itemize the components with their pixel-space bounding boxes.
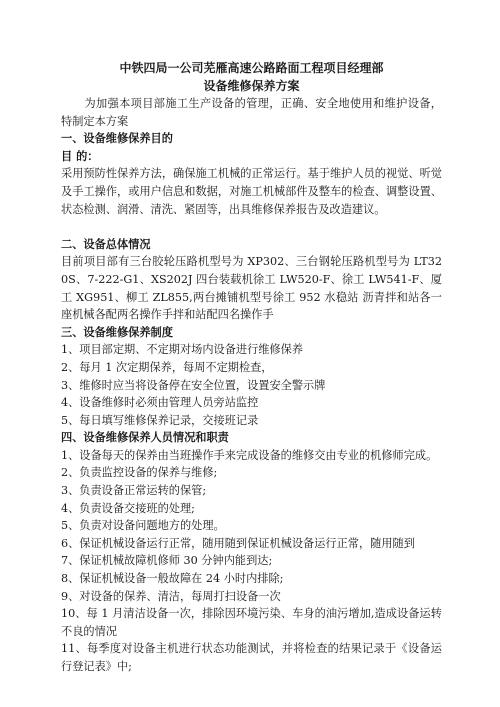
list-item: 1、项目部定期、不定期对场内设备进行维修保养	[61, 343, 304, 357]
section2-heading: 二、设备总体情况	[61, 236, 151, 251]
section1-subheading: 目 的：	[61, 148, 99, 163]
section4-list	[61, 447, 442, 676]
document-title: 中铁四局一公司芜雁高速公路路面工程项目经理部	[119, 61, 384, 75]
intro-paragraph: 为加强本项目部施工生产设备的管理，正确、安全地使用和维护设备，特制定本方案	[61, 97, 442, 128]
list-item: 11、每季度对设备主机进行状态功能测试，并将检查的结果记录于《设备运行登记表》中;	[61, 642, 442, 673]
list-item: 4、负责设备交接班的处理;	[61, 501, 195, 515]
list-item: 7、保证机械故障机修师 30 分钟内能到达;	[61, 554, 273, 568]
list-item: 3、维修时应当将设备停在安全位置，设置安全警示牌	[61, 378, 326, 392]
section1-heading: 一、设备维修保养目的	[61, 131, 173, 146]
section4-heading: 四、设备维修保养人员情况和职责	[61, 430, 229, 445]
list-item: 6、保证机械设备运行正常，随用随到保证机械设备运行正常，随用随到	[61, 536, 415, 550]
section2-body: 目前项目部有三台胶轮压路机型号为 XP302、三台钢轮压路机型号为 LT320S、7-222-G1、XS202J 四台装载机徐工 LW520-F、徐工 LW541-F、厦工 XG951、柳工 ZL855,两台摊铺机型号徐工 952 水稳站 沥青拌和站各一座机械各配两名操作手拌和站配四名操作手	[61, 255, 442, 322]
list-item: 3、负责设备正常运转的保管;	[61, 484, 207, 498]
document-subtitle: 设备维修保养方案	[203, 78, 300, 93]
list-item: 2、每月 1 次定期保养，每周不定期检查，	[61, 360, 273, 374]
list-item: 5、负责对设备问题地方的处理。	[61, 519, 225, 533]
section3-list	[61, 341, 442, 429]
list-item: 8、保证机械设备一般故障在 24 小时内排除;	[61, 572, 284, 586]
section1-body: 采用预防性保养方法，确保施工机械的正常运行。基于维护人员的视觉、听觉及手工操作，或用户信息和数据，对施工机械部件及整车的检查、调整设置、状态检测、润滑、清洗、紧固等，出具维修保养报告及改造建议。	[61, 167, 442, 216]
list-item: 10、每 1 月清洁设备一次，排除因环境污染、车身的油污增加,造成设备运转不良的情况	[61, 607, 442, 638]
list-item: 5、每日填写维修保养记录，交接班记录	[61, 413, 259, 427]
list-item: 9、对设备的保养、清洁，每周打扫设备一次	[61, 589, 281, 603]
list-item: 1、设备每天的保养由当班操作手来完成设备的维修交由专业的机修师完成。	[61, 448, 438, 462]
section3-heading: 三、设备维修保养制度	[61, 324, 173, 339]
list-item: 4、设备维修时必须由管理人员旁站监控	[61, 396, 259, 410]
blank-line	[61, 218, 442, 236]
list-item: 2、负责监控设备的保养与维修;	[61, 466, 218, 480]
